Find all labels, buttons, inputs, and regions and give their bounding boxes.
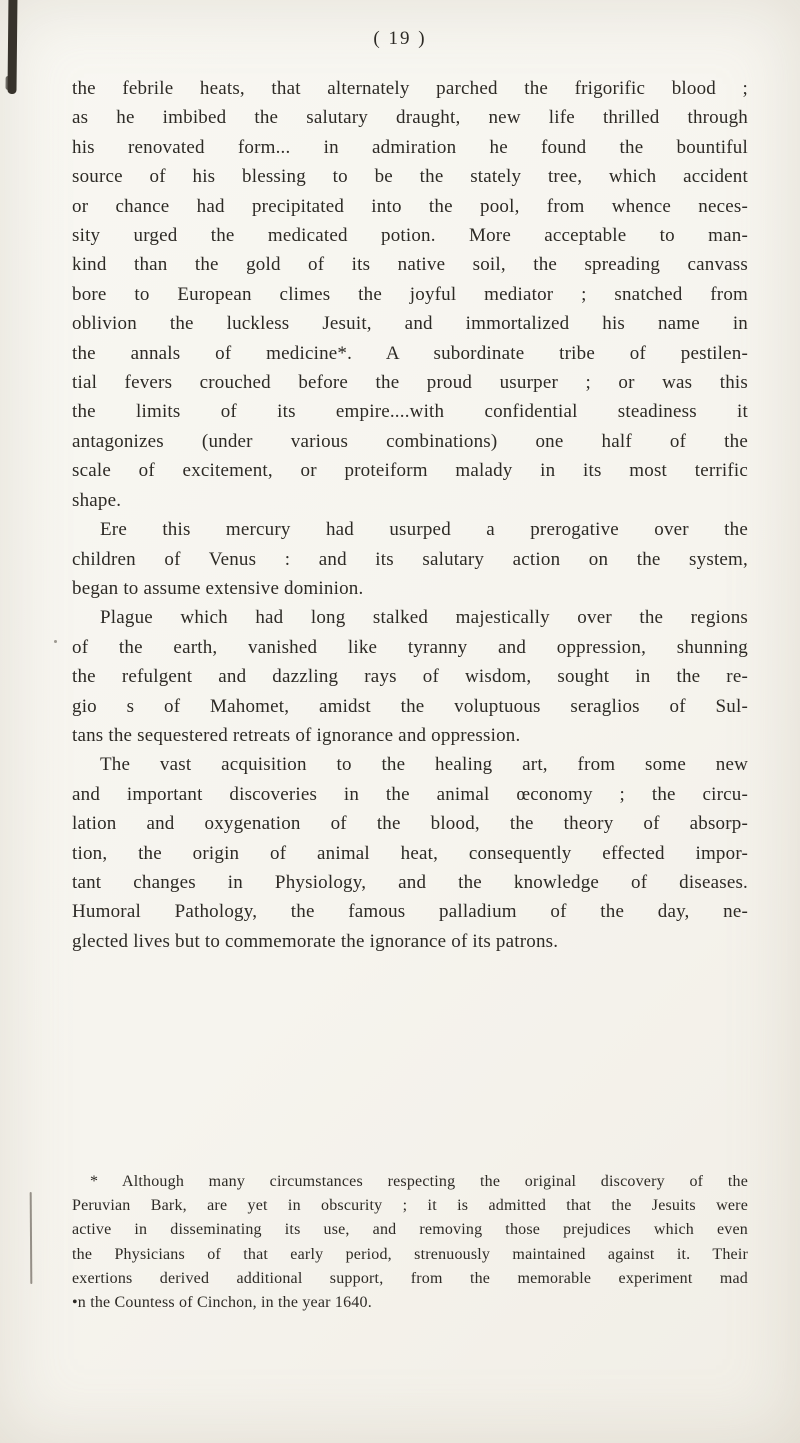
text-line: oblivion the luckless Jesuit, and immortalized his name in — [72, 313, 748, 335]
paragraph — [72, 74, 748, 515]
text-line: shape. — [72, 489, 122, 511]
text-line: the febrile heats, that alternately parched the frigorific blood ; — [72, 78, 748, 99]
text-line: tans the sequestered retreats of ignorance and oppression. — [72, 724, 521, 746]
text-line: sity urged the medicated potion. More acceptable to man- — [72, 225, 748, 247]
text-line: children of Venus : and its salutary action on the system, — [72, 548, 748, 570]
text-line: Ere this mercury had usurped a prerogative over the — [100, 519, 748, 541]
scan-speck-artifact — [54, 640, 57, 643]
text-line: Peruvian Bark, are yet in obscurity ; it is admitted that the Jesuits were — [72, 1197, 748, 1215]
text-line: active in disseminating its use, and removing those prejudices which even — [72, 1221, 748, 1239]
text-line: •n the Countess of Cinchon, in the year 1640. — [72, 1294, 372, 1312]
paragraph — [72, 1170, 748, 1315]
text-line: antagonizes (under various combinations) one half of the — [72, 430, 748, 452]
page-number: ( 19 ) — [373, 28, 427, 49]
paragraph — [72, 750, 748, 956]
text-line: of the earth, vanished like tyranny and oppression, shunning — [72, 636, 748, 658]
text-line: gio s of Mahomet, amidst the voluptuous seraglios of Sul- — [72, 695, 748, 717]
text-line: * Although many circumstances respecting the original discovery of the — [90, 1173, 748, 1190]
text-line: began to assume extensive dominion. — [72, 577, 364, 599]
text-line: the refulgent and dazzling rays of wisdom, sought in the re- — [72, 666, 748, 688]
paragraph — [72, 515, 748, 603]
footnote-text — [72, 1170, 748, 1315]
paragraph — [72, 603, 748, 750]
text-line: tial fevers crouched before the proud usurper ; or was this — [72, 372, 748, 394]
text-line: kind than the gold of its native soil, the spreading canvass — [72, 254, 748, 276]
text-line: the limits of its empire....with confidential steadiness it — [72, 401, 748, 423]
text-line: scale of excitement, or proteiform malady in its most terrific — [72, 460, 748, 482]
scan-line-artifact — [30, 1192, 33, 1284]
body-text — [72, 74, 748, 956]
text-line: his renovated form... in admiration he found the bountiful — [72, 136, 748, 158]
text-line: or chance had precipitated into the pool, from whence neces- — [72, 195, 748, 217]
text-line: tion, the origin of animal heat, consequently effected impor- — [72, 842, 748, 864]
text-line: the annals of medicine*. A subordinate tribe of pestilen- — [72, 342, 748, 364]
text-line: bore to European climes the joyful mediator ; snatched from — [72, 283, 748, 305]
text-line: Plague which had long stalked majestically over the regions — [100, 607, 748, 629]
text-line: Humoral Pathology, the famous palladium of the day, ne- — [72, 901, 748, 923]
text-line: glected lives but to commemorate the ignorance of its patrons. — [72, 930, 559, 952]
text-line: source of his blessing to be the stately tree, which accident — [72, 166, 748, 188]
text-line: lation and oxygenation of the blood, the theory of absorp- — [72, 813, 748, 835]
text-line: and important discoveries in the animal œconomy ; the circu- — [72, 783, 748, 805]
text-line: The vast acquisition to the healing art, from some new — [100, 754, 748, 776]
text-line: as he imbibed the salutary draught, new life thrilled through — [72, 107, 748, 129]
text-line: tant changes in Physiology, and the knowledge of diseases. — [72, 871, 748, 893]
text-line: the Physicians of that early period, strenuously maintained against it. Their — [72, 1245, 748, 1263]
text-line: exertions derived additional support, from the memorable experiment mad — [72, 1269, 748, 1287]
